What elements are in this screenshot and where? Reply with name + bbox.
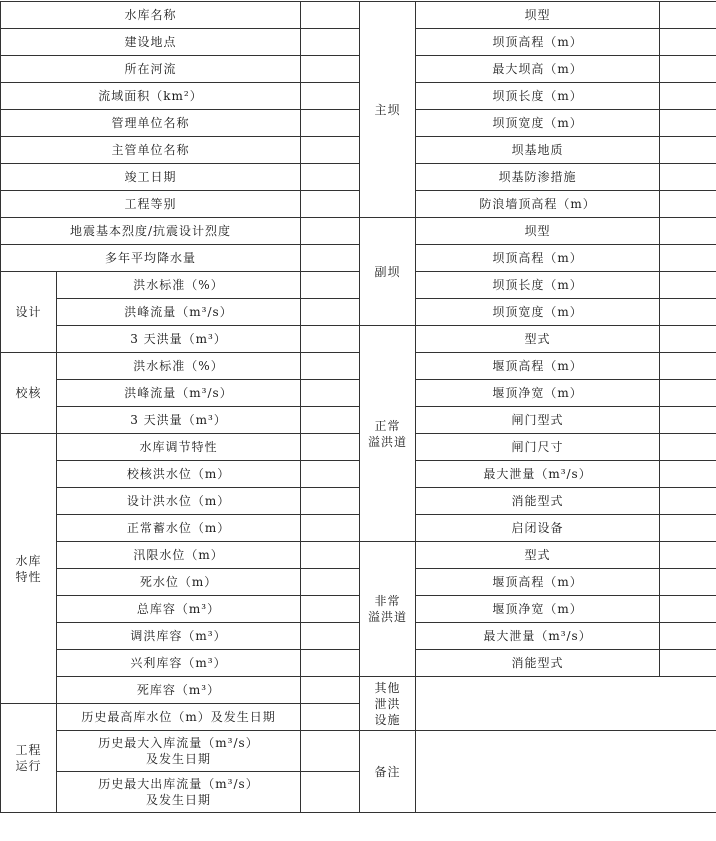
value-reservoir-name[interactable] <box>301 2 360 29</box>
label-flood-control-capacity: 调洪库容（m³） <box>57 623 301 650</box>
value-dead-capacity[interactable] <box>301 677 360 704</box>
label-main-dam-type: 坝型 <box>416 2 660 29</box>
label-ns-max-discharge: 最大泄量（m³/s） <box>416 461 660 488</box>
value-beneficial-capacity[interactable] <box>301 650 360 677</box>
value-main-crest-width[interactable] <box>660 110 716 137</box>
label-seismic: 地震基本烈度/抗震设计烈度 <box>1 218 301 245</box>
value-management-unit[interactable] <box>301 110 360 137</box>
label-regulation: 水库调节特性 <box>57 434 301 461</box>
group-emergency-spillway: 非常 溢洪道 <box>360 542 416 677</box>
value-ns-weir-elev[interactable] <box>660 353 716 380</box>
label-project-grade: 工程等别 <box>1 191 301 218</box>
label-total-capacity: 总库容（m³） <box>57 596 301 623</box>
label-design-3day-volume: 3 天洪量（m³） <box>57 326 301 353</box>
label-design-flood-level: 设计洪水位（m） <box>57 488 301 515</box>
value-river[interactable] <box>301 56 360 83</box>
label-main-foundation: 坝基地质 <box>416 137 660 164</box>
value-ns-hoist[interactable] <box>660 515 716 542</box>
value-sub-crest-elev[interactable] <box>660 245 716 272</box>
value-dead-level[interactable] <box>301 569 360 596</box>
value-check-flood-level[interactable] <box>301 461 360 488</box>
value-regulation[interactable] <box>301 434 360 461</box>
group-design: 设计 <box>1 272 57 353</box>
value-es-weir-width[interactable] <box>660 596 716 623</box>
label-check-3day-volume: 3 天洪量（m³） <box>57 407 301 434</box>
group-check: 校核 <box>1 353 57 434</box>
label-ns-weir-width: 堰顶净宽（m） <box>416 380 660 407</box>
value-hist-max-inflow[interactable] <box>301 731 360 772</box>
value-main-max-height[interactable] <box>660 56 716 83</box>
label-ns-type: 型式 <box>416 326 660 353</box>
value-es-weir-elev[interactable] <box>660 569 716 596</box>
value-completion-date[interactable] <box>301 164 360 191</box>
value-check-flood-standard[interactable] <box>301 353 360 380</box>
value-remarks[interactable] <box>416 731 716 813</box>
value-ns-weir-width[interactable] <box>660 380 716 407</box>
label-ns-hoist: 启闭设备 <box>416 515 660 542</box>
value-basin-area[interactable] <box>301 83 360 110</box>
value-es-type[interactable] <box>660 542 716 569</box>
value-flood-limit-level[interactable] <box>301 542 360 569</box>
label-main-crest-width: 坝顶宽度（m） <box>416 110 660 137</box>
label-hist-max-inflow: 历史最大入库流量（m³/s） 及发生日期 <box>57 731 301 772</box>
label-es-type: 型式 <box>416 542 660 569</box>
group-reservoir-characteristics: 水库 特性 <box>1 434 57 704</box>
label-ns-gate-type: 闸门型式 <box>416 407 660 434</box>
label-annual-precip: 多年平均降水量 <box>1 245 301 272</box>
value-check-peak-flow[interactable] <box>301 380 360 407</box>
value-normal-level[interactable] <box>301 515 360 542</box>
group-other-facility: 其他 泄洪 设施 <box>360 677 416 731</box>
group-sub-dam: 副坝 <box>360 218 416 326</box>
value-main-dam-type[interactable] <box>660 2 716 29</box>
label-check-flood-level: 校核洪水位（m） <box>57 461 301 488</box>
label-main-crest-elev: 坝顶高程（m） <box>416 29 660 56</box>
label-design-flood-standard: 洪水标准（%） <box>57 272 301 299</box>
label-completion-date: 竣工日期 <box>1 164 301 191</box>
label-main-crest-length: 坝顶长度（m） <box>416 83 660 110</box>
label-management-unit: 管理单位名称 <box>1 110 301 137</box>
value-main-seepage[interactable] <box>660 164 716 191</box>
label-ns-weir-elev: 堰顶高程（m） <box>416 353 660 380</box>
label-check-flood-standard: 洪水标准（%） <box>57 353 301 380</box>
label-sub-crest-elev: 坝顶高程（m） <box>416 245 660 272</box>
value-ns-energy-dissipation[interactable] <box>660 488 716 515</box>
group-remarks: 备注 <box>360 731 416 813</box>
label-sub-crest-length: 坝顶长度（m） <box>416 272 660 299</box>
label-flood-limit-level: 汛限水位（m） <box>57 542 301 569</box>
label-dead-level: 死水位（m） <box>57 569 301 596</box>
label-ns-gate-size: 闸门尺寸 <box>416 434 660 461</box>
label-ns-energy-dissipation: 消能型式 <box>416 488 660 515</box>
value-es-max-discharge[interactable] <box>660 623 716 650</box>
label-normal-level: 正常蓄水位（m） <box>57 515 301 542</box>
value-flood-control-capacity[interactable] <box>301 623 360 650</box>
value-hist-max-outflow[interactable] <box>301 772 360 813</box>
label-basin-area: 流域面积（km²） <box>1 83 301 110</box>
label-hist-max-outflow: 历史最大出库流量（m³/s） 及发生日期 <box>57 772 301 813</box>
label-check-peak-flow: 洪峰流量（m³/s） <box>57 380 301 407</box>
label-river: 所在河流 <box>1 56 301 83</box>
label-sub-crest-width: 坝顶宽度（m） <box>416 299 660 326</box>
label-es-weir-width: 堰顶净宽（m） <box>416 596 660 623</box>
label-location: 建设地点 <box>1 29 301 56</box>
value-main-wave-wall[interactable] <box>660 191 716 218</box>
value-design-3day-volume[interactable] <box>301 326 360 353</box>
label-main-max-height: 最大坝高（m） <box>416 56 660 83</box>
value-ns-gate-size[interactable] <box>660 434 716 461</box>
label-sub-dam-type: 坝型 <box>416 218 660 245</box>
label-es-weir-elev: 堰顶高程（m） <box>416 569 660 596</box>
label-dead-capacity: 死库容（m³） <box>57 677 301 704</box>
value-design-flood-level[interactable] <box>301 488 360 515</box>
label-hist-max-level: 历史最高库水位（m）及发生日期 <box>57 704 301 731</box>
group-operation: 工程 运行 <box>1 704 57 813</box>
value-main-crest-length[interactable] <box>660 83 716 110</box>
value-ns-gate-type[interactable] <box>660 407 716 434</box>
label-es-max-discharge: 最大泄量（m³/s） <box>416 623 660 650</box>
value-ns-max-discharge[interactable] <box>660 461 716 488</box>
value-sub-crest-length[interactable] <box>660 272 716 299</box>
value-location[interactable] <box>301 29 360 56</box>
value-other-facility[interactable] <box>416 677 716 731</box>
value-design-peak-flow[interactable] <box>301 299 360 326</box>
value-sub-dam-type[interactable] <box>660 218 716 245</box>
value-annual-precip[interactable] <box>301 245 360 272</box>
value-project-grade[interactable] <box>301 191 360 218</box>
value-total-capacity[interactable] <box>301 596 360 623</box>
value-es-energy-dissipation[interactable] <box>660 650 716 677</box>
value-seismic[interactable] <box>301 218 360 245</box>
value-hist-max-level[interactable] <box>301 704 360 731</box>
value-sub-crest-width[interactable] <box>660 299 716 326</box>
value-supervisor-unit[interactable] <box>301 137 360 164</box>
label-main-wave-wall: 防浪墙顶高程（m） <box>416 191 660 218</box>
label-es-energy-dissipation: 消能型式 <box>416 650 660 677</box>
group-main-dam: 主坝 <box>360 2 416 218</box>
value-main-foundation[interactable] <box>660 137 716 164</box>
value-main-crest-elev[interactable] <box>660 29 716 56</box>
value-design-flood-standard[interactable] <box>301 272 360 299</box>
value-check-3day-volume[interactable] <box>301 407 360 434</box>
label-supervisor-unit: 主管单位名称 <box>1 137 301 164</box>
value-ns-type[interactable] <box>660 326 716 353</box>
group-normal-spillway: 正常 溢洪道 <box>360 326 416 542</box>
label-design-peak-flow: 洪峰流量（m³/s） <box>57 299 301 326</box>
label-beneficial-capacity: 兴利库容（m³） <box>57 650 301 677</box>
label-reservoir-name: 水库名称 <box>1 2 301 29</box>
label-main-seepage: 坝基防渗措施 <box>416 164 660 191</box>
reservoir-info-form <box>0 1 716 813</box>
